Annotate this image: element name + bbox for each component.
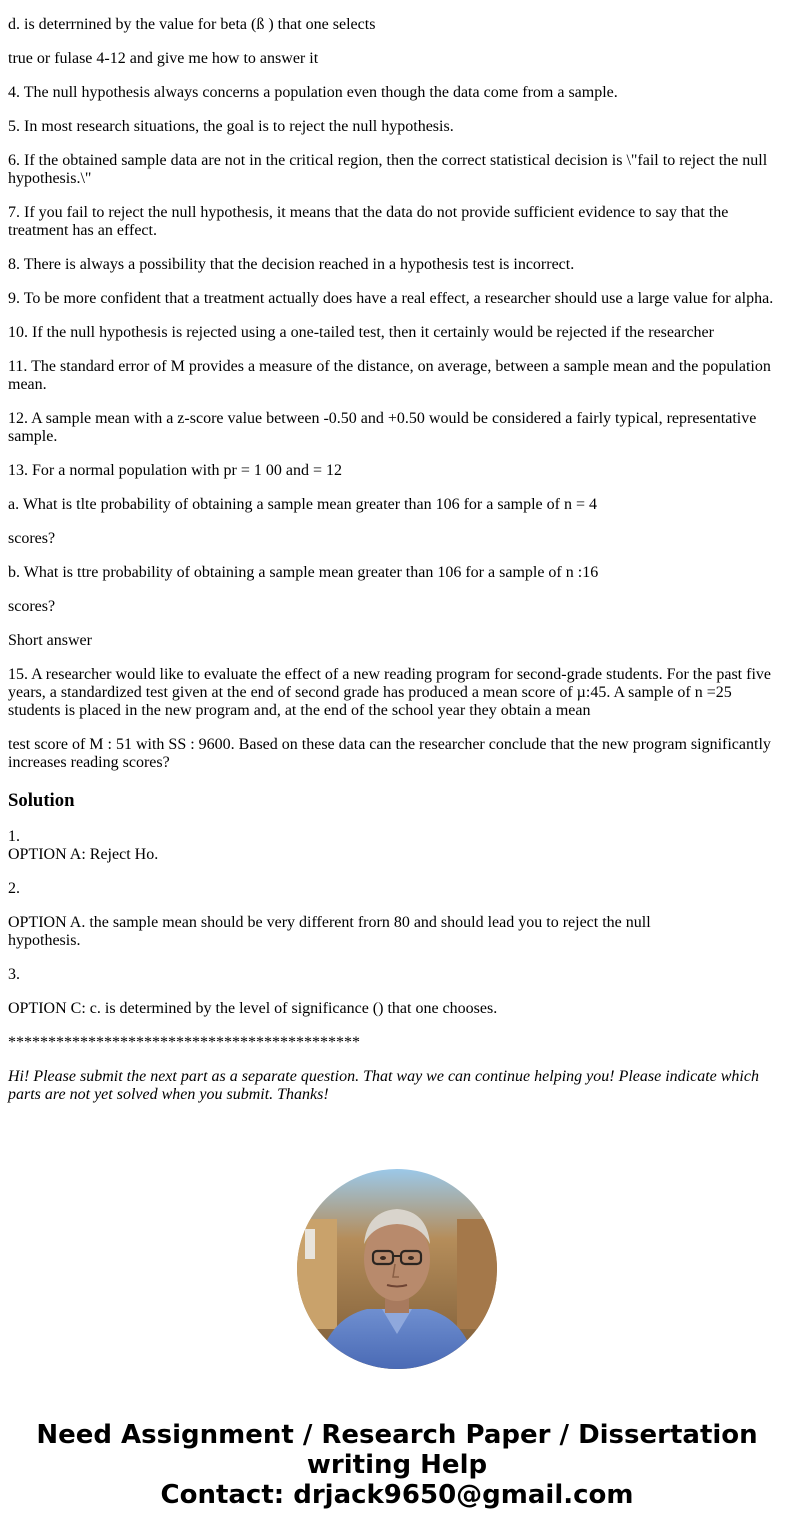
question-line: 15. A researcher would like to evaluate the effect of a new reading program for second-grade students. For the past five years, a standardized test given at the end of second grade has produced a mean score of µ:45. A sample of n =25 students is placed in the new program and, at the end of the school year they obtain a mean bbox=[8, 666, 771, 719]
promo-line-2: writing Help bbox=[306, 1450, 488, 1480]
question-line: scores? bbox=[8, 598, 56, 615]
closing-note: Hi! Please submit the next part as a separate question. That way we can continue helping you! Please indicate which parts are not yet solved when you submit. Thanks! bbox=[8, 1068, 759, 1103]
question-line: 9. To be more confident that a treatment actually does have a real effect, a researcher should use a large value for alpha. bbox=[8, 290, 774, 307]
question-line: 4. The null hypothesis always concerns a population even though the data come from a sample. bbox=[8, 84, 618, 101]
answer-1-text: OPTION A: Reject Ho. bbox=[8, 846, 159, 863]
promo-contact: Contact: drjack9650@gmail.com bbox=[160, 1480, 634, 1510]
promo-banner bbox=[0, 1420, 794, 1510]
answer-2 bbox=[8, 914, 786, 950]
question-line: true or fulase 4-12 and give me how to answer it bbox=[8, 50, 319, 67]
question-line: scores? bbox=[8, 530, 56, 547]
answer-3-number: 3. bbox=[8, 966, 20, 983]
separator-stars: ******************************************** bbox=[8, 1034, 360, 1051]
question-line: 13. For a normal population with pr = 1 00 and = 12 bbox=[8, 462, 343, 479]
answer-1-number: 1. bbox=[8, 828, 20, 845]
question-line: 12. A sample mean with a z-score value between -0.50 and +0.50 would be considered a fairly typical, representative sample. bbox=[8, 410, 757, 445]
promo-line-1: Need Assignment / Research Paper / Dissertation bbox=[36, 1420, 758, 1450]
question-line: b. What is ttre probability of obtaining a sample mean greater than 106 for a sample of n :16 bbox=[8, 564, 599, 581]
solution-heading: Solution bbox=[8, 790, 75, 811]
answer-2-text: OPTION A. the sample mean should be very different frorn 80 and should lead you to reject the null bbox=[8, 914, 651, 931]
question-line: 5. In most research situations, the goal is to reject the null hypothesis. bbox=[8, 118, 454, 135]
tutor-avatar bbox=[297, 1169, 497, 1369]
question-line: Short answer bbox=[8, 632, 92, 649]
question-line: 8. There is always a possibility that the decision reached in a hypothesis test is incorrect. bbox=[8, 256, 575, 273]
question-line: test score of M : 51 with SS : 9600. Based on these data can the researcher conclude that the new program significantly increases reading scores? bbox=[8, 736, 771, 771]
question-line: a. What is tlte probability of obtaining a sample mean greater than 106 for a sample of n = 4 bbox=[8, 496, 597, 513]
question-line: 7. If you fail to reject the null hypothesis, it means that the data do not provide sufficient evidence to say that the treatment has an effect. bbox=[8, 204, 729, 239]
question-line: 10. If the null hypothesis is rejected using a one-tailed test, then it certainly would be rejected if the researcher bbox=[8, 324, 714, 341]
answer-3-text: OPTION C: c. is determined by the level of significance () that one chooses. bbox=[8, 1000, 498, 1017]
question-line: 11. The standard error of M provides a measure of the distance, on average, between a sample mean and the population mean. bbox=[8, 358, 771, 393]
answer-2-text-cont: hypothesis. bbox=[8, 932, 81, 949]
answer-2-number: 2. bbox=[8, 880, 20, 897]
tutor-photo bbox=[297, 1169, 497, 1369]
answer-1 bbox=[8, 828, 786, 864]
question-line: d. is deterrnined by the value for beta (ß ) that one selects bbox=[8, 16, 376, 33]
document-body bbox=[0, 16, 794, 1104]
question-line: 6. If the obtained sample data are not in the critical region, then the correct statistical decision is \"fail to reject the null hypothesis.\" bbox=[8, 152, 768, 187]
